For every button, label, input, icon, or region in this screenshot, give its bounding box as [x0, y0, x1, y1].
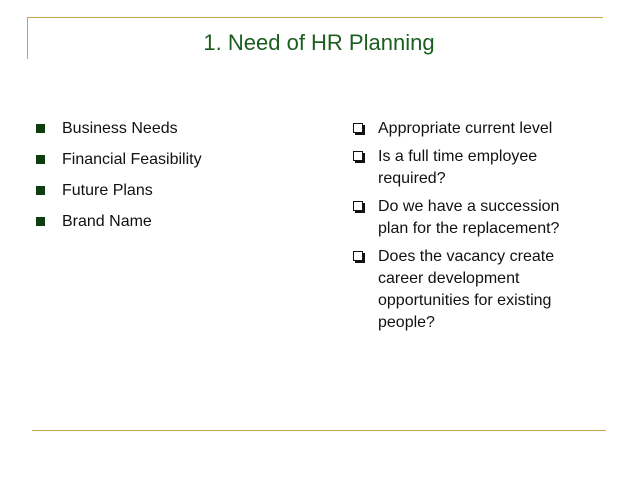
filled-square-bullet-icon	[36, 217, 45, 226]
list-item	[36, 211, 316, 233]
list-item-text: Financial Feasibility	[62, 151, 202, 168]
list-item-text: Does the vacancy create career development opportunities for existing people?	[378, 248, 555, 331]
filled-square-bullet-icon	[36, 155, 45, 164]
bottom-rule	[32, 430, 606, 431]
list-item-text: Business Needs	[62, 120, 178, 137]
list-item	[36, 149, 316, 171]
hollow-square-bullet-icon	[353, 201, 363, 211]
left-bullet-list	[36, 118, 316, 242]
list-item-text: Brand Name	[62, 213, 152, 230]
right-bullet-list	[352, 118, 592, 340]
filled-square-bullet-icon	[36, 124, 45, 133]
slide-title: 1. Need of HR Planning	[203, 30, 435, 55]
hollow-square-bullet-icon	[353, 251, 363, 261]
hollow-square-bullet-icon	[353, 151, 363, 161]
list-item	[352, 146, 592, 190]
list-item-text: Do we have a succession plan for the replacement?	[378, 198, 560, 237]
list-item	[352, 196, 592, 240]
list-item-text: Is a full time employee required?	[378, 148, 538, 187]
list-item	[352, 118, 592, 140]
list-item	[352, 246, 592, 334]
list-item	[36, 180, 316, 202]
list-item	[36, 118, 316, 140]
top-rule	[27, 17, 603, 18]
filled-square-bullet-icon	[36, 186, 45, 195]
list-item-text: Future Plans	[62, 182, 153, 199]
hollow-square-bullet-icon	[353, 123, 363, 133]
list-item-text: Appropriate current level	[378, 120, 553, 137]
